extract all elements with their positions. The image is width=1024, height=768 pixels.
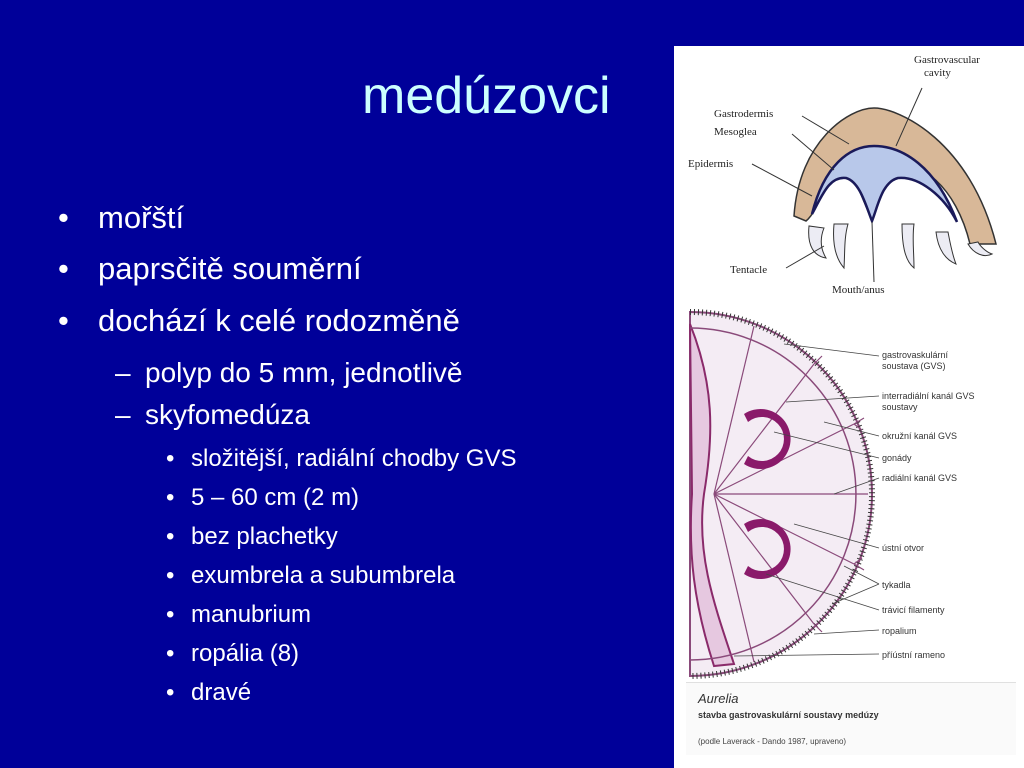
label-gvs-2: soustava (GVS) (882, 361, 946, 371)
list-item: • dochází k celé rodozměně (58, 303, 460, 338)
list-item: – polyp do 5 mm, jednotlivě (115, 357, 463, 388)
label-gastrovascular: Gastrovascular (914, 54, 980, 66)
label-gvs-1: gastrovaskulární (882, 350, 949, 360)
list-item: • manubrium (166, 601, 312, 628)
list-item: • bez plachetky (166, 523, 338, 550)
medusa-cross-section-drawing (674, 46, 1024, 304)
label-epidermis: Epidermis (688, 158, 734, 170)
label-tentacle: Tentacle (730, 264, 768, 276)
list-item: • složitější, radiální chodby GVS (166, 445, 517, 472)
caption-description: stavba gastrovaskulární soustavy medúzy (698, 710, 879, 720)
slide-title: medúzovci (362, 67, 611, 125)
caption-species: Aurelia (698, 691, 739, 706)
label-ropalium: ropalium (882, 626, 917, 636)
label-interradial-2: soustavy (882, 402, 918, 412)
label-gonads: gonády (882, 453, 912, 463)
aurelia-gvs-figure (674, 304, 1024, 768)
list-item: • exumbrela a subumbrela (166, 562, 456, 589)
list-item: • mořští (58, 200, 185, 235)
list-item: • 5 – 60 cm (2 m) (166, 484, 360, 511)
list-item: • paprsčitě souměrní (58, 251, 362, 286)
label-interradial-1: interradiální kanál GVS (882, 391, 975, 401)
label-filaments: trávicí filamenty (882, 605, 945, 615)
label-oral-arm: příústní rameno (882, 650, 946, 660)
label-gastrodermis: Gastrodermis (714, 108, 774, 120)
label-mesoglea: Mesoglea (714, 126, 757, 138)
label-mouth-anus: Mouth/anus (832, 284, 885, 296)
list-item: • dravé (166, 679, 252, 706)
label-mouth: ústní otvor (882, 543, 925, 553)
label-tentacles: tykadla (882, 580, 911, 590)
figure-caption (686, 682, 1016, 755)
caption-source: (podle Laverack - Dando 1987, upraveno) (698, 737, 847, 746)
medusa-cross-section-figure (674, 46, 1024, 304)
label-radial-canal: radiální kanál GVS (882, 473, 958, 483)
label-ring-canal: okružní kanál GVS (882, 431, 958, 441)
label-cavity: cavity (924, 67, 951, 79)
list-item: • ropália (8) (166, 640, 300, 667)
list-item: – skyfomedúza (115, 399, 310, 430)
